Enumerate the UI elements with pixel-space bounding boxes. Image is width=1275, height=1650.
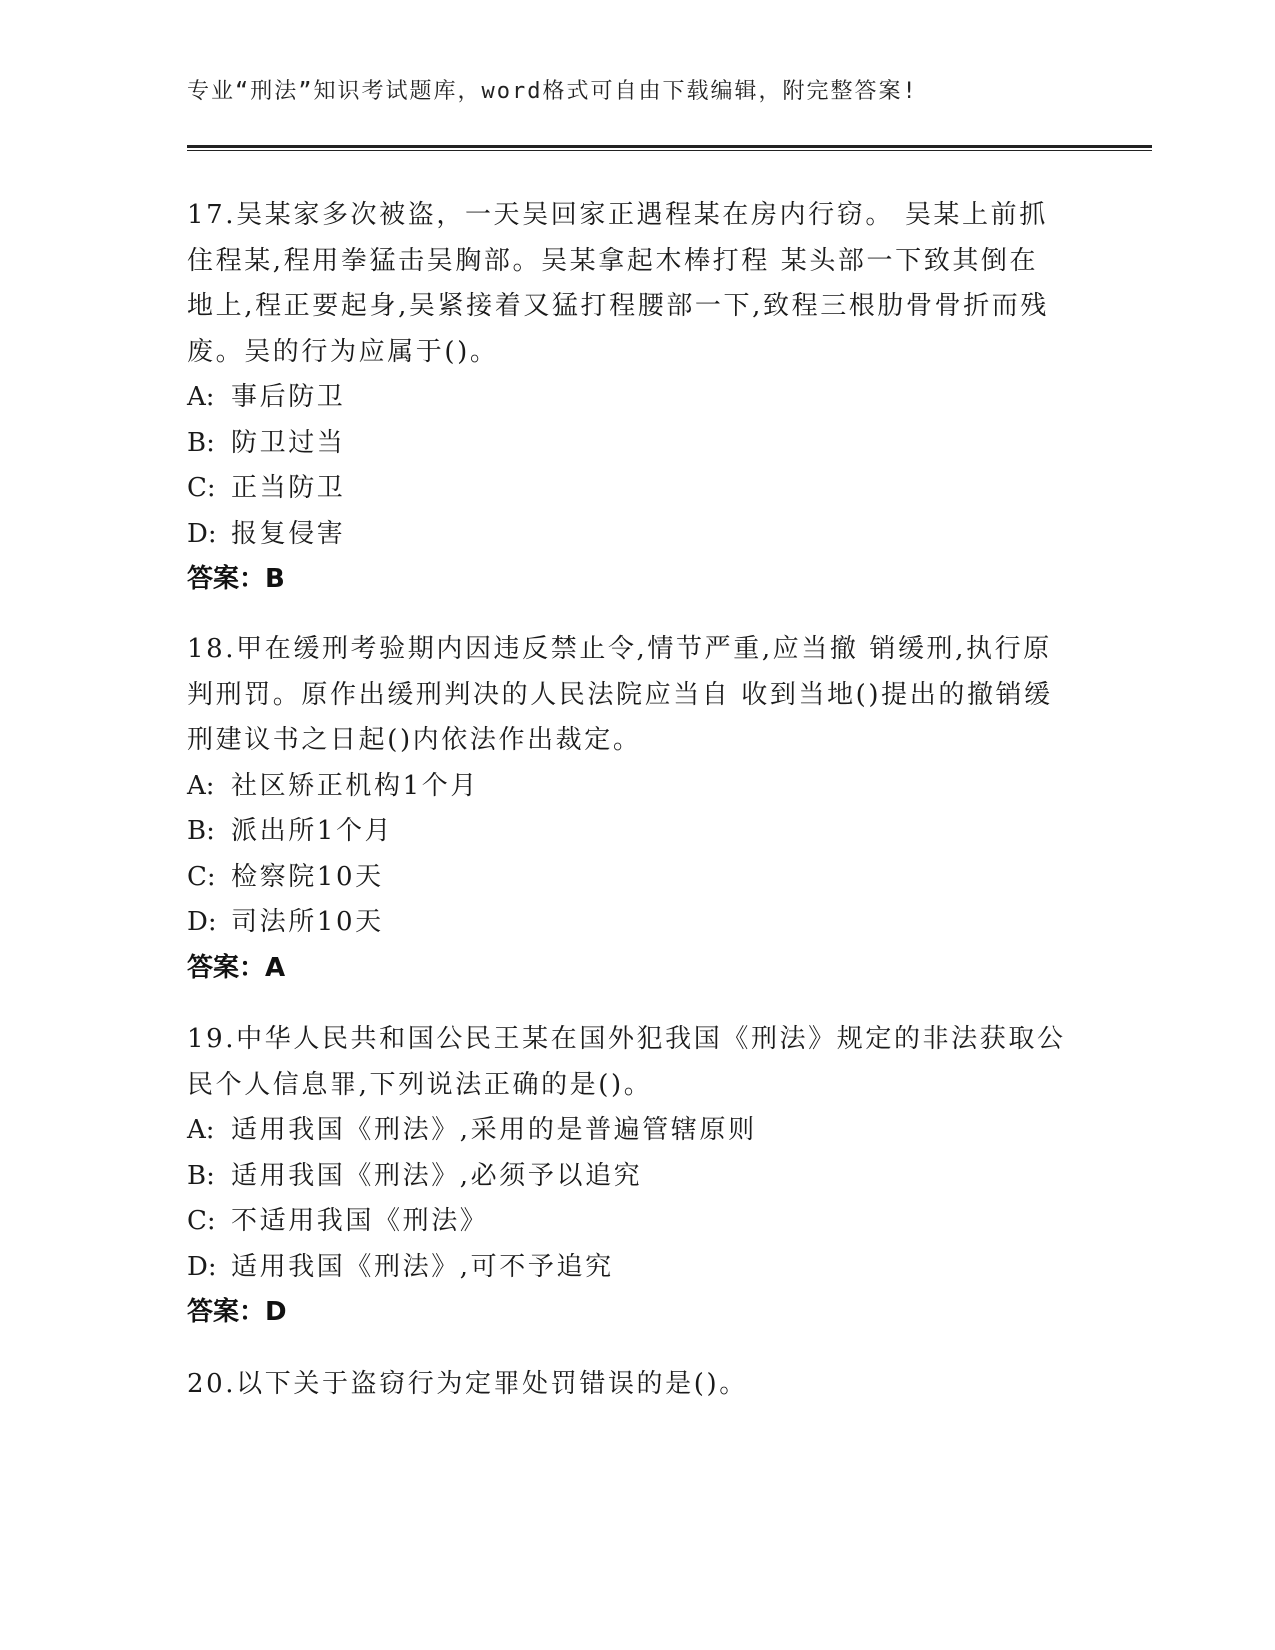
- option-letter: A:: [187, 1115, 215, 1145]
- option-letter: D:: [187, 1251, 217, 1282]
- option-text: 适用我国《刑法》,可不予追究: [231, 1251, 614, 1282]
- option-text: 派出所1个月: [231, 816, 394, 846]
- question-19: [187, 1017, 1087, 1336]
- stem-line: 判刑罚。原作出缓刑判决的人民法院应当自 收到当地()提出的撤销缓: [187, 679, 1053, 710]
- answer-label: 答案：A: [187, 952, 286, 983]
- stem-line: 17.吴某家多次被盗，一天吴回家正遇程某在房内行窃。 吴某上前抓: [187, 200, 1048, 230]
- option-text: 防卫过当: [231, 427, 346, 458]
- question-stem: [187, 627, 1087, 764]
- option-letter: B:: [187, 816, 215, 846]
- option-d: [187, 1245, 1087, 1291]
- question-20: [187, 1362, 1087, 1408]
- option-text: 适用我国《刑法》,采用的是普遍管辖原则: [231, 1115, 757, 1145]
- stem-line: 20.以下关于盗窃行为定罪处罚错误的是()。: [187, 1369, 748, 1399]
- option-letter: B:: [187, 1160, 215, 1191]
- option-c: [187, 1199, 1087, 1245]
- option-text: 社区矫正机构1个月: [231, 770, 479, 801]
- question-stem: [187, 193, 1087, 375]
- option-text: 适用我国《刑法》,必须予以追究: [231, 1160, 643, 1191]
- option-a: [187, 375, 1087, 421]
- stem-line: 民个人信息罪,下列说法正确的是()。: [187, 1069, 653, 1100]
- option-list: [187, 764, 1087, 946]
- option-c: [187, 466, 1087, 512]
- option-d: [187, 512, 1087, 558]
- header-divider-thin: [187, 150, 1152, 151]
- option-text: 事后防卫: [231, 382, 346, 412]
- stem-line: 刑建议书之日起()内依法作出裁定。: [187, 725, 642, 755]
- question-17: [187, 193, 1087, 603]
- stem-line: 18.甲在缓刑考验期内因违反禁止令,情节严重,应当撤 销缓刑,执行原: [187, 634, 1052, 664]
- option-list: [187, 375, 1087, 557]
- option-b: [187, 809, 1087, 855]
- answer-label: 答案：B: [187, 564, 285, 594]
- option-letter: C:: [187, 861, 216, 892]
- answer-label: 答案：D: [187, 1297, 287, 1327]
- option-letter: B:: [187, 427, 215, 458]
- header-divider-thick: [187, 145, 1152, 148]
- option-b: [187, 421, 1087, 467]
- option-letter: A:: [187, 770, 215, 801]
- option-text: 报复侵害: [231, 518, 346, 549]
- option-letter: A:: [187, 382, 215, 412]
- option-text: 不适用我国《刑法》: [231, 1206, 489, 1236]
- stem-line: 19.中华人民共和国公民王某在国外犯我国《刑法》规定的非法获取公: [187, 1024, 1066, 1054]
- option-letter: C:: [187, 473, 216, 503]
- page-header-text: 专业“刑法”知识考试题库，word格式可自由下载编辑，附完整答案!: [187, 79, 918, 104]
- option-letter: D:: [187, 907, 217, 937]
- option-text: 正当防卫: [231, 473, 346, 503]
- option-a: [187, 1108, 1087, 1154]
- option-text: 司法所10天: [231, 907, 384, 937]
- option-d: [187, 900, 1087, 946]
- question-18: [187, 627, 1087, 991]
- option-c: [187, 855, 1087, 901]
- stem-line: 废。吴的行为应属于()。: [187, 336, 499, 367]
- option-b: [187, 1154, 1087, 1200]
- option-text: 检察院10天: [231, 861, 384, 892]
- option-letter: C:: [187, 1206, 216, 1236]
- stem-line: 地上,程正要起身,吴紧接着又猛打程腰部一下,致程三根肋骨骨折而残: [187, 291, 1049, 321]
- question-stem: [187, 1362, 1087, 1408]
- question-stem: [187, 1017, 1087, 1108]
- option-letter: D:: [187, 518, 217, 549]
- stem-line: 住程某,程用拳猛击吴胸部。吴某拿起木棒打程 某头部一下致其倒在: [187, 245, 1039, 276]
- option-list: [187, 1108, 1087, 1290]
- option-a: [187, 764, 1087, 810]
